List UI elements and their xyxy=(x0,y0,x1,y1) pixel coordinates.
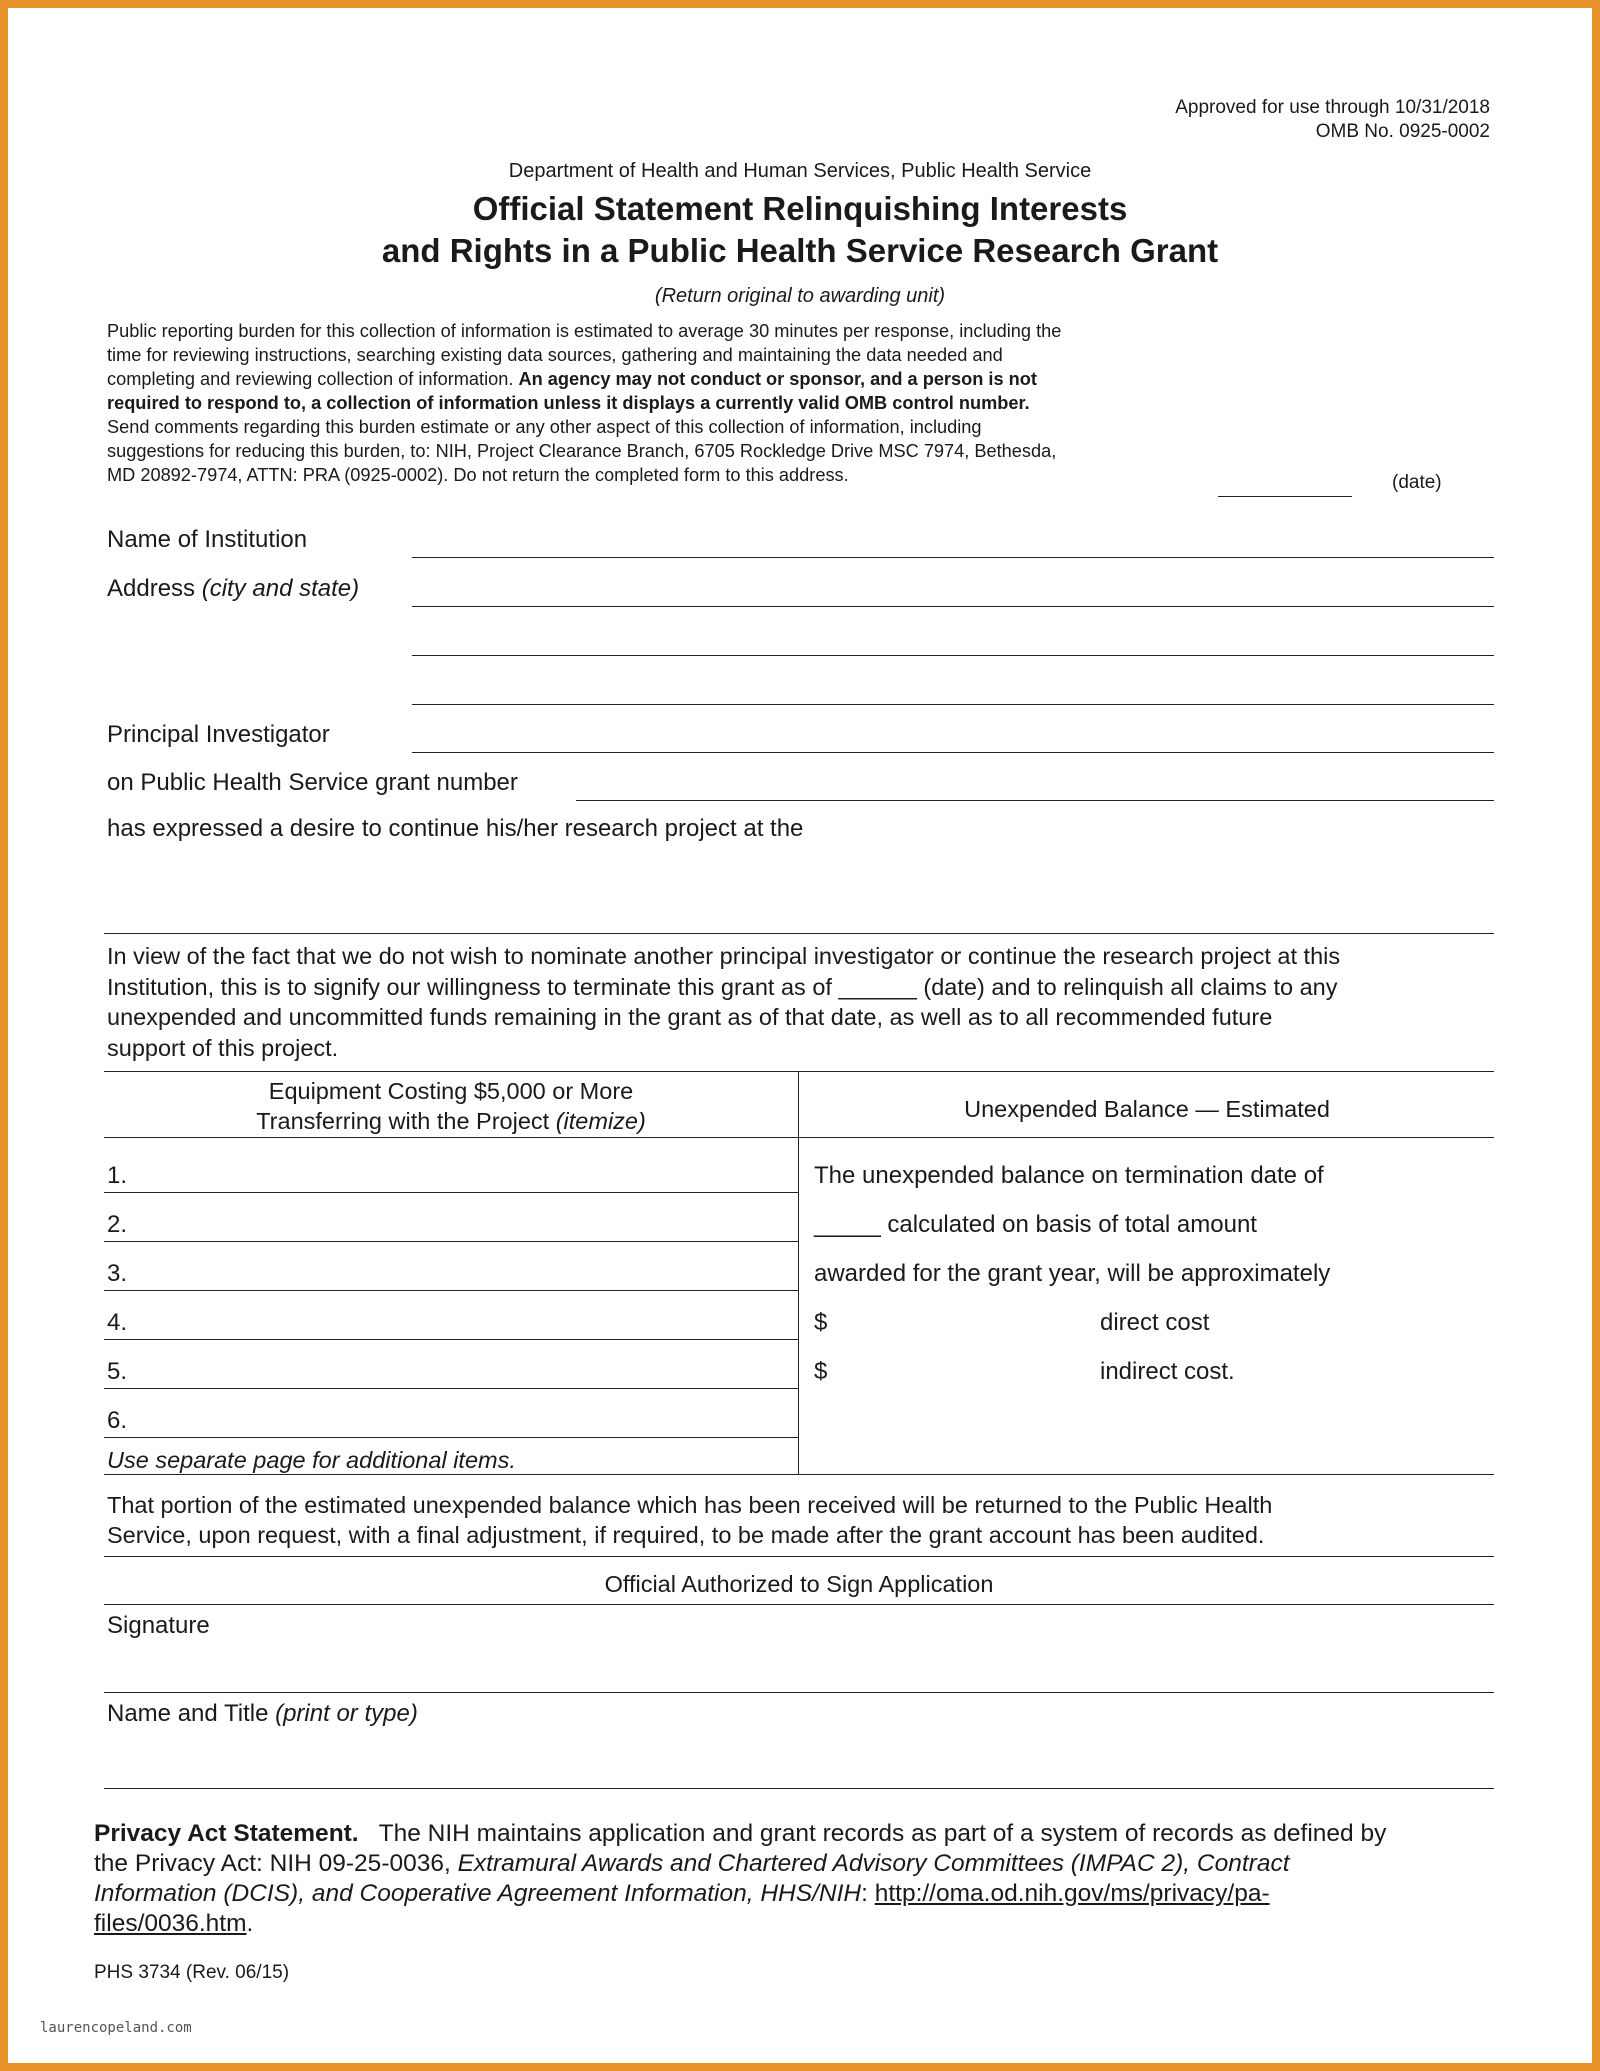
privacy-line xyxy=(94,1849,1514,1879)
burden-line: time for reviewing instructions, searching existing data sources, gathering and maintaining the data needed and xyxy=(107,345,1003,365)
burden-line: Public reporting burden for this collection of information is estimated to average 30 minutes per response, including the xyxy=(107,321,1062,341)
equipment-item-4: 4. xyxy=(107,1309,128,1336)
balance-line-1: The unexpended balance on termination date of xyxy=(814,1162,1324,1189)
table-divider xyxy=(798,1071,799,1474)
burden-statement xyxy=(107,319,1237,487)
equipment-field-5[interactable] xyxy=(104,1388,798,1389)
signature-field[interactable] xyxy=(104,1692,1494,1693)
form-id: PHS 3734 (Rev. 06/15) xyxy=(94,1962,290,1983)
privacy-text: the Privacy Act: NIH 09-25-0036, xyxy=(94,1850,458,1877)
direct-cost-label: direct cost xyxy=(1100,1309,1210,1336)
expressed-text: has expressed a desire to continue his/her research project at the xyxy=(107,815,804,842)
name-title-text: Name and Title xyxy=(107,1700,269,1727)
equipment-field-1[interactable] xyxy=(104,1192,798,1193)
equipment-field-6[interactable] xyxy=(104,1437,798,1438)
form-page xyxy=(8,8,1592,2063)
name-title-label xyxy=(107,1700,418,1728)
privacy-line xyxy=(94,1819,1514,1849)
privacy-line xyxy=(94,1909,1514,1939)
burden-bold-text: An agency may not conduct or sponsor, and a person is not xyxy=(518,369,1037,389)
equipment-header-line xyxy=(104,1106,798,1136)
address-hint: (city and state) xyxy=(201,575,360,602)
equipment-item-5: 5. xyxy=(107,1358,128,1385)
table-bottom-border xyxy=(104,1474,1494,1475)
approved-text: Approved for use through 10/31/2018 xyxy=(1175,97,1490,118)
official-heading-border xyxy=(104,1604,1494,1605)
title-line-2: and Rights in a Public Health Service Research Grant xyxy=(381,232,1219,269)
statement-line: In view of the fact that we do not wish to nominate another principal investigator or continue the research project at this xyxy=(107,943,1341,969)
burden-bold-line: required to respond to, a collection of information unless it displays a currently valid OMB control number. xyxy=(107,393,1030,413)
burden-line xyxy=(107,367,1237,391)
balance-header: Unexpended Balance — Estimated xyxy=(964,1096,1330,1122)
address-field-2[interactable] xyxy=(412,655,1494,656)
indirect-dollar-sign: $ xyxy=(814,1358,828,1385)
name-title-field[interactable] xyxy=(104,1788,1494,1789)
termination-statement xyxy=(107,941,1507,1063)
title-line-1: Official Statement Relinquishing Interests xyxy=(472,190,1128,227)
institution-field[interactable] xyxy=(412,557,1494,558)
address-field-3[interactable] xyxy=(412,704,1494,705)
returned-line: That portion of the estimated unexpended balance which has been received will be returned to the Public Health xyxy=(107,1492,1273,1518)
department: Department of Health and Human Services, Public Health Service xyxy=(508,160,1092,182)
burden-line: Send comments regarding this burden estimate or any other aspect of this collection of information, including xyxy=(107,417,982,437)
grant-number-field[interactable] xyxy=(576,800,1494,801)
privacy-text-italic: Extramural Awards and Chartered Advisory Committees (IMPAC 2), Contract xyxy=(457,1850,1290,1877)
indirect-cost-label: indirect cost. xyxy=(1100,1358,1235,1385)
statement-line: support of this project. xyxy=(107,1034,339,1061)
address-text: Address xyxy=(107,575,196,602)
equipment-note: Use separate page for additional items. xyxy=(107,1447,516,1473)
equipment-item-1: 1. xyxy=(107,1162,128,1189)
balance-line-2: _____ calculated on basis of total amount xyxy=(814,1211,1257,1238)
watermark: laurencopeland.com xyxy=(40,2020,192,2036)
omb-number: OMB No. 0925-0002 xyxy=(1315,121,1490,142)
equipment-header xyxy=(104,1076,798,1136)
signature-label: Signature xyxy=(107,1612,210,1639)
subtitle: (Return original to awarding unit) xyxy=(654,285,946,307)
returned-line: Service, upon request, with a final adjustment, if required, to be made after the grant account has been audited. xyxy=(107,1522,1265,1548)
date-field-line[interactable] xyxy=(1218,496,1352,497)
grant-number-label: on Public Health Service grant number xyxy=(107,769,518,796)
equipment-item-2: 2. xyxy=(107,1211,128,1238)
privacy-period: . xyxy=(246,1910,254,1937)
equipment-header-hint: (itemize) xyxy=(555,1108,646,1134)
equipment-item-3: 3. xyxy=(107,1260,128,1287)
privacy-text: : xyxy=(861,1880,875,1907)
burden-text: completing and reviewing collection of information. xyxy=(107,369,519,389)
statement-line: Institution, this is to signify our willingness to terminate this grant as of ______ (date) and to relinquish all claims to any xyxy=(107,973,1338,1000)
equipment-field-2[interactable] xyxy=(104,1241,798,1242)
pi-field[interactable] xyxy=(412,752,1494,753)
returned-statement xyxy=(107,1490,1272,1550)
burden-line: MD 20892-7974, ATTN: PRA (0925-0002). Do not return the completed form to this address. xyxy=(107,465,849,485)
pi-label: Principal Investigator xyxy=(107,721,330,748)
direct-dollar-sign: $ xyxy=(814,1309,828,1336)
equipment-item-6: 6. xyxy=(107,1407,128,1434)
privacy-link-continued[interactable]: files/0036.htm xyxy=(94,1910,247,1937)
address-field-1[interactable] xyxy=(412,606,1494,607)
signing-top-border xyxy=(104,1556,1494,1557)
burden-line: suggestions for reducing this burden, to: NIH, Project Clearance Branch, 6705 Rockledge Drive MSC 7974, Bethesda, xyxy=(107,441,1057,461)
privacy-text: The NIH maintains application and grant records as part of a system of records as defined by xyxy=(378,1820,1387,1847)
privacy-link[interactable]: http://oma.od.nih.gov/ms/privacy/pa- xyxy=(874,1880,1270,1907)
equipment-header-line: Equipment Costing $5,000 or More xyxy=(268,1078,634,1104)
equipment-field-4[interactable] xyxy=(104,1339,798,1340)
privacy-text-italic: Information (DCIS), and Cooperative Agreement Information, HHS/NIH xyxy=(94,1880,862,1907)
equipment-header-text: Transferring with the Project xyxy=(256,1108,556,1134)
equipment-field-3[interactable] xyxy=(104,1290,798,1291)
form-title xyxy=(8,188,1592,272)
table-top-border xyxy=(104,1071,1494,1072)
new-institution-field[interactable] xyxy=(104,933,1494,934)
balance-line-3: awarded for the grant year, will be approximately xyxy=(814,1260,1331,1287)
date-label: (date) xyxy=(1392,472,1442,493)
table-header-border xyxy=(104,1137,1494,1138)
address-label xyxy=(107,575,359,603)
institution-label: Name of Institution xyxy=(107,526,308,553)
statement-line: unexpended and uncommitted funds remaining in the grant as of that date, as well as to all recommended future xyxy=(107,1004,1273,1030)
name-title-hint: (print or type) xyxy=(275,1700,418,1727)
approval-info xyxy=(908,96,1490,144)
privacy-heading: Privacy Act Statement. xyxy=(94,1820,359,1847)
privacy-statement xyxy=(94,1819,1514,1939)
privacy-line xyxy=(94,1879,1514,1909)
official-heading: Official Authorized to Sign Application xyxy=(604,1571,994,1597)
